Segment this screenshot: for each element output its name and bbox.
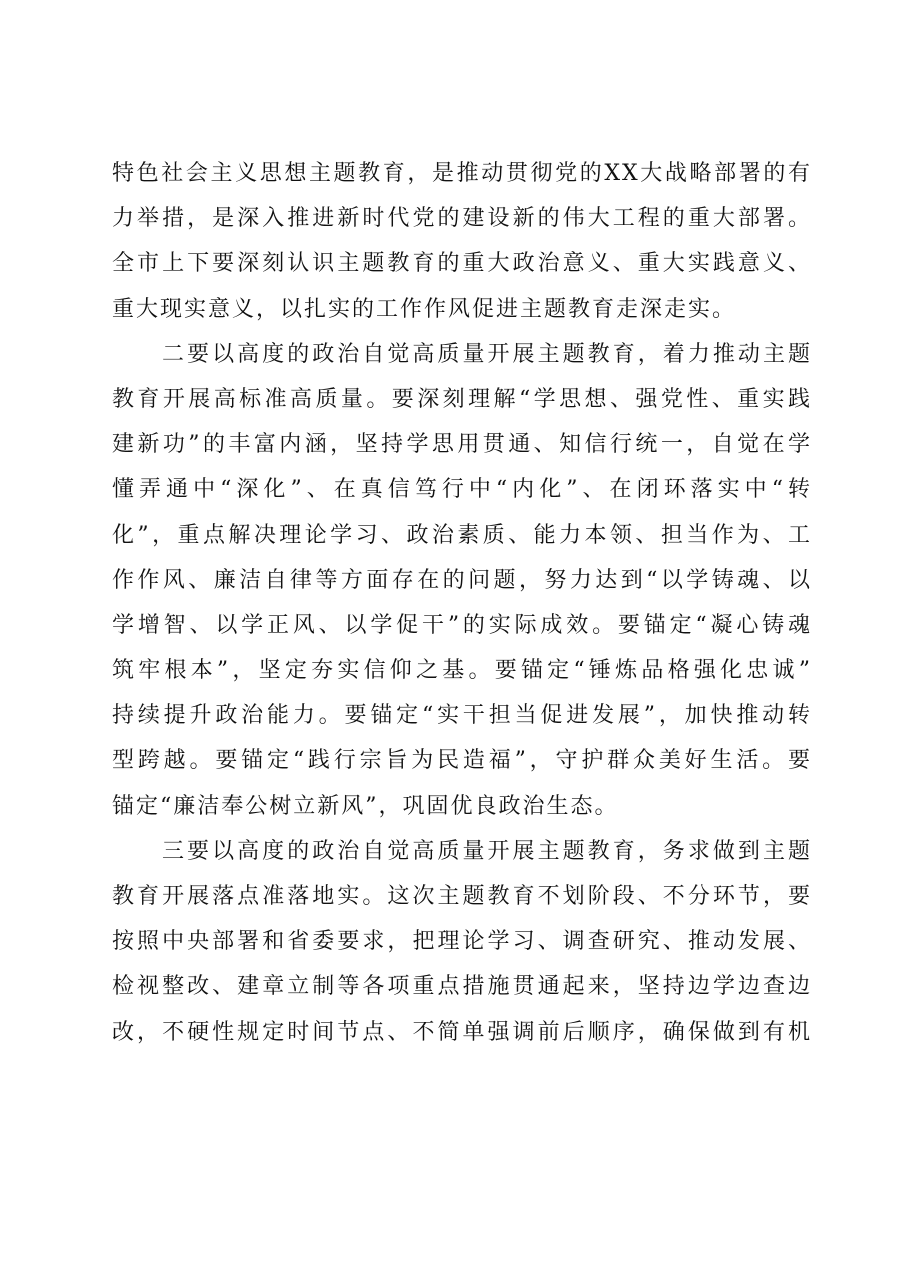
text-line: 懂弄通中“深化”、在真信笃行中“内化”、在闭环落实中“转 — [112, 477, 812, 503]
text-line: 筑牢根本”，坚定夯实信仰之基。要锚定“锤炼品格强化忠诚” — [112, 658, 812, 684]
text-line: 特色社会主义思想主题教育，是推动贯彻党的XX大战略部署的有 — [112, 161, 812, 186]
text-line: 作作风、廉洁自律等方面存在的问题，努力达到“以学铸魂、以 — [112, 567, 812, 593]
text-line: 锚定“廉洁奉公树立新风”，巩固优良政治生态。 — [112, 793, 619, 819]
text-line: 教育开展高标准高质量。要深刻理解“学思想、强党性、重实践 — [112, 386, 812, 412]
document-body — [112, 151, 812, 1055]
text-line: 建新功”的丰富内涵，坚持学思用贯通、知信行统一，自觉在学 — [112, 432, 812, 458]
paragraph-first-line: 二要以高度的政治自觉高质量开展主题教育，着力推动主题 — [162, 341, 812, 367]
text-line: 持续提升政治能力。要锚定“实干担当促进发展”，加快推动转 — [112, 703, 812, 729]
text-line: 教育开展落点准落地实。这次主题教育不划阶段、不分环节，要 — [112, 884, 812, 909]
text-line: 全市上下要深刻认识主题教育的重大政治意义、重大实践意义、 — [112, 251, 812, 277]
text-line: 力举措，是深入推进新时代党的建设新的伟大工程的重大部署。 — [112, 206, 812, 232]
text-line: 重大现实意义，以扎实的工作作风促进主题教育走深走实。 — [112, 296, 737, 322]
text-line: 化”，重点解决理论学习、政治素质、能力本领、担当作为、工 — [112, 522, 812, 548]
text-line: 改，不硬性规定时间节点、不简单强调前后顺序，确保做到有机 — [112, 1019, 812, 1045]
text-line: 型跨越。要锚定“践行宗旨为民造福”，守护群众美好生活。要 — [112, 748, 812, 774]
paragraph-first-line: 三要以高度的政治自觉高质量开展主题教育，务求做到主题 — [162, 838, 812, 864]
text-line: 学增智、以学正风、以学促干”的实际成效。要锚定“凝心铸魂 — [112, 612, 812, 638]
text-line: 按照中央部署和省委要求，把理论学习、调查研究、推动发展、 — [112, 929, 812, 955]
text-line: 检视整改、建章立制等各项重点措施贯通起来，坚持边学边查边 — [112, 974, 812, 1000]
